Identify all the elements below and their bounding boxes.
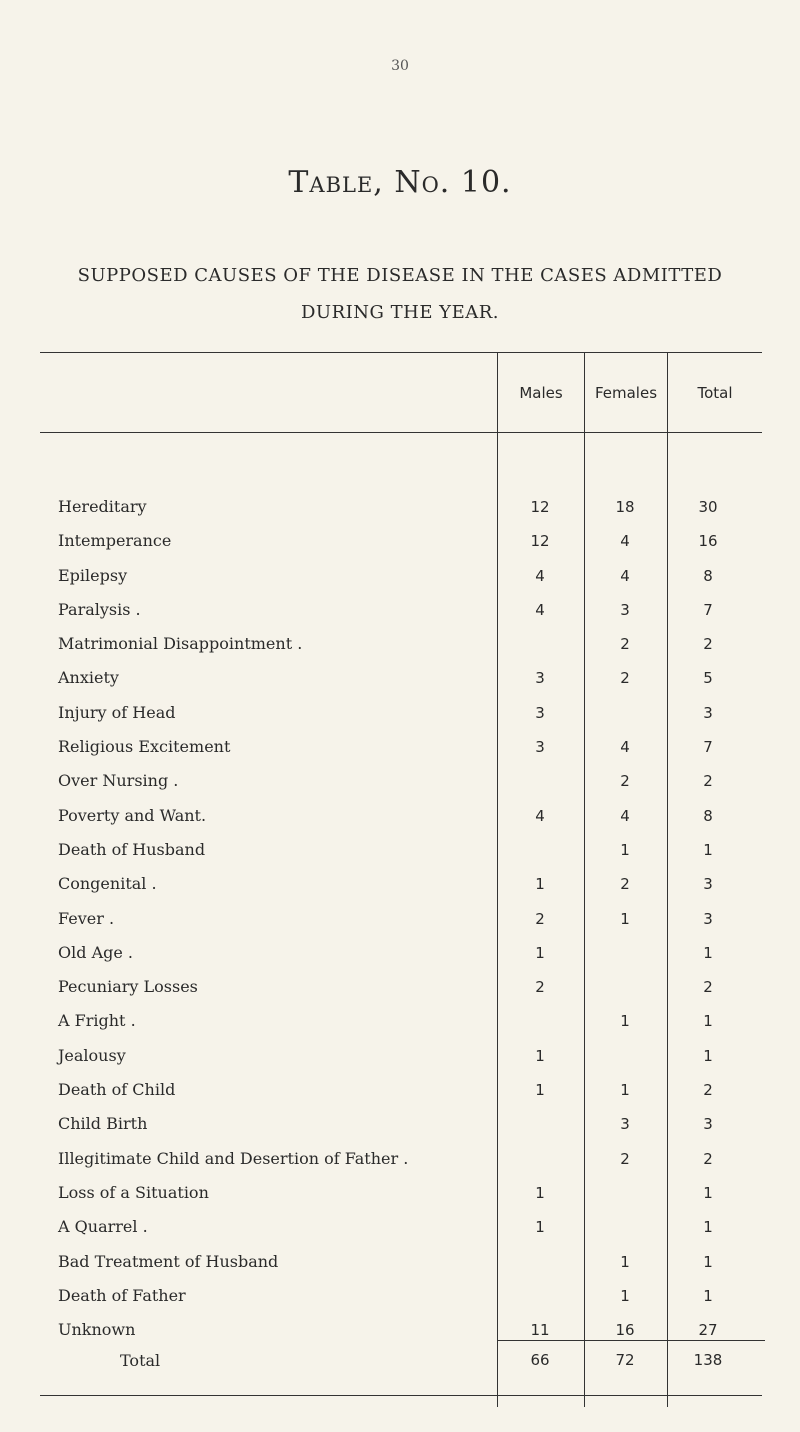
row-label: Child Birth xyxy=(58,1114,148,1134)
row-total: 1 xyxy=(703,1286,713,1305)
table-row xyxy=(0,1110,800,1144)
table-row xyxy=(0,1282,800,1316)
row-label: Death of Husband xyxy=(58,839,206,859)
header-males: Males xyxy=(519,384,563,402)
table-row xyxy=(0,1145,800,1179)
row-females: 4 xyxy=(620,532,630,551)
row-total: 2 xyxy=(703,635,713,654)
row-females: 1 xyxy=(620,1252,630,1271)
table-title: Table, No. 10. xyxy=(288,165,512,200)
table-row xyxy=(0,1316,800,1350)
total-females: 72 xyxy=(615,1351,635,1369)
table-subtitle-line1: SUPPOSED CAUSES OF THE DISEASE IN THE CASES ADMITTED xyxy=(77,265,723,286)
table-row xyxy=(0,1179,800,1213)
row-males: 2 xyxy=(535,909,545,928)
row-label: Injury of Head xyxy=(58,702,176,722)
row-males: 4 xyxy=(535,806,545,825)
page-number: 30 xyxy=(391,58,409,74)
table-row xyxy=(0,905,800,939)
table-row xyxy=(0,664,800,698)
table-row xyxy=(0,562,800,596)
row-total: 16 xyxy=(698,532,718,551)
table-row xyxy=(0,1213,800,1247)
table-row xyxy=(0,1076,800,1110)
table-bottom-rule xyxy=(40,1395,762,1396)
row-females: 4 xyxy=(620,738,630,757)
table-row xyxy=(0,802,800,836)
row-label: A Quarrel . xyxy=(58,1217,148,1237)
table-row xyxy=(0,1248,800,1282)
row-total: 5 xyxy=(703,669,713,688)
header-bottom-rule xyxy=(40,432,762,433)
row-label: Death of Child xyxy=(58,1080,176,1100)
row-label: Anxiety xyxy=(58,668,119,688)
row-total: 2 xyxy=(703,772,713,791)
table-body xyxy=(0,493,800,1350)
row-females: 4 xyxy=(620,566,630,585)
row-label: Matrimonial Disappointment . xyxy=(58,634,303,654)
row-label: Poverty and Want. xyxy=(58,805,207,825)
row-total: 1 xyxy=(703,943,713,962)
row-total: 8 xyxy=(703,566,713,585)
row-label: Religious Excitement xyxy=(58,737,231,757)
row-males: 4 xyxy=(535,600,545,619)
row-females: 2 xyxy=(620,669,630,688)
row-label: Congenital . xyxy=(58,874,157,894)
table-subtitle-line2: DURING THE YEAR. xyxy=(301,302,499,323)
table-row xyxy=(0,939,800,973)
row-males: 1 xyxy=(535,943,545,962)
row-females: 3 xyxy=(620,600,630,619)
row-females: 1 xyxy=(620,1081,630,1100)
header-total: Total xyxy=(697,384,733,402)
total-row xyxy=(0,1351,800,1385)
row-females: 4 xyxy=(620,806,630,825)
row-total: 3 xyxy=(703,909,713,928)
table-row xyxy=(0,733,800,767)
row-total: 7 xyxy=(703,738,713,757)
row-label: A Fright . xyxy=(58,1011,136,1031)
table-row xyxy=(0,630,800,664)
row-males: 1 xyxy=(535,1081,545,1100)
total-males: 66 xyxy=(530,1351,550,1369)
row-males: 3 xyxy=(535,703,545,722)
row-label: Over Nursing . xyxy=(58,771,179,791)
row-total: 3 xyxy=(703,1115,713,1134)
row-total: 2 xyxy=(703,978,713,997)
row-females: 2 xyxy=(620,875,630,894)
row-total: 3 xyxy=(703,703,713,722)
row-label: Hereditary xyxy=(58,497,147,516)
row-total: 3 xyxy=(703,875,713,894)
row-label: Old Age . xyxy=(58,942,133,962)
row-males: 3 xyxy=(535,738,545,757)
row-males: 12 xyxy=(530,532,550,551)
row-females: 18 xyxy=(615,498,635,516)
row-total: 1 xyxy=(703,1046,713,1065)
row-label: Unknown xyxy=(58,1320,136,1340)
table-row xyxy=(0,1007,800,1041)
row-females: 2 xyxy=(620,635,630,654)
total-label: Total xyxy=(120,1351,161,1370)
row-label: Death of Father xyxy=(58,1285,186,1305)
row-males: 1 xyxy=(535,1046,545,1065)
table-row xyxy=(0,527,800,561)
row-total: 27 xyxy=(698,1321,718,1340)
row-females: 1 xyxy=(620,909,630,928)
row-total: 1 xyxy=(703,1183,713,1202)
table-row xyxy=(0,767,800,801)
row-males: 1 xyxy=(535,875,545,894)
row-females: 1 xyxy=(620,1012,630,1031)
table-row xyxy=(0,699,800,733)
row-label: Jealousy xyxy=(58,1045,126,1065)
row-total: 30 xyxy=(698,498,718,516)
row-males: 1 xyxy=(535,1218,545,1237)
row-total: 1 xyxy=(703,840,713,859)
row-females: 2 xyxy=(620,772,630,791)
table-row xyxy=(0,973,800,1007)
row-males: 1 xyxy=(535,1183,545,1202)
row-females: 1 xyxy=(620,1286,630,1305)
row-total: 1 xyxy=(703,1252,713,1271)
table-row xyxy=(0,493,800,527)
row-males: 4 xyxy=(535,566,545,585)
row-females: 3 xyxy=(620,1115,630,1134)
header-females: Females xyxy=(594,384,658,402)
row-total: 7 xyxy=(703,600,713,619)
row-males: 11 xyxy=(530,1321,550,1340)
row-total: 2 xyxy=(703,1081,713,1100)
row-label: Pecuniary Losses xyxy=(58,977,198,997)
table-row xyxy=(0,870,800,904)
row-label: Fever . xyxy=(58,908,115,928)
row-label: Loss of a Situation xyxy=(58,1182,209,1202)
row-label: Epilepsy xyxy=(58,565,128,585)
row-males: 3 xyxy=(535,669,545,688)
row-label: Paralysis . xyxy=(58,599,141,619)
table-row xyxy=(0,1042,800,1076)
total-total: 138 xyxy=(693,1351,723,1369)
table-row xyxy=(0,836,800,870)
row-total: 1 xyxy=(703,1012,713,1031)
row-total: 8 xyxy=(703,806,713,825)
table-row xyxy=(0,596,800,630)
table-top-rule xyxy=(40,352,762,353)
row-total: 1 xyxy=(703,1218,713,1237)
row-total: 2 xyxy=(703,1149,713,1168)
row-label: Illegitimate Child and Desertion of Father . xyxy=(58,1148,409,1168)
row-females: 1 xyxy=(620,840,630,859)
row-females: 2 xyxy=(620,1149,630,1168)
row-females: 16 xyxy=(615,1321,635,1340)
row-label: Bad Treatment of Husband xyxy=(58,1251,279,1271)
row-males: 12 xyxy=(530,498,550,516)
row-males: 2 xyxy=(535,978,545,997)
row-label: Intemperance xyxy=(58,531,172,551)
